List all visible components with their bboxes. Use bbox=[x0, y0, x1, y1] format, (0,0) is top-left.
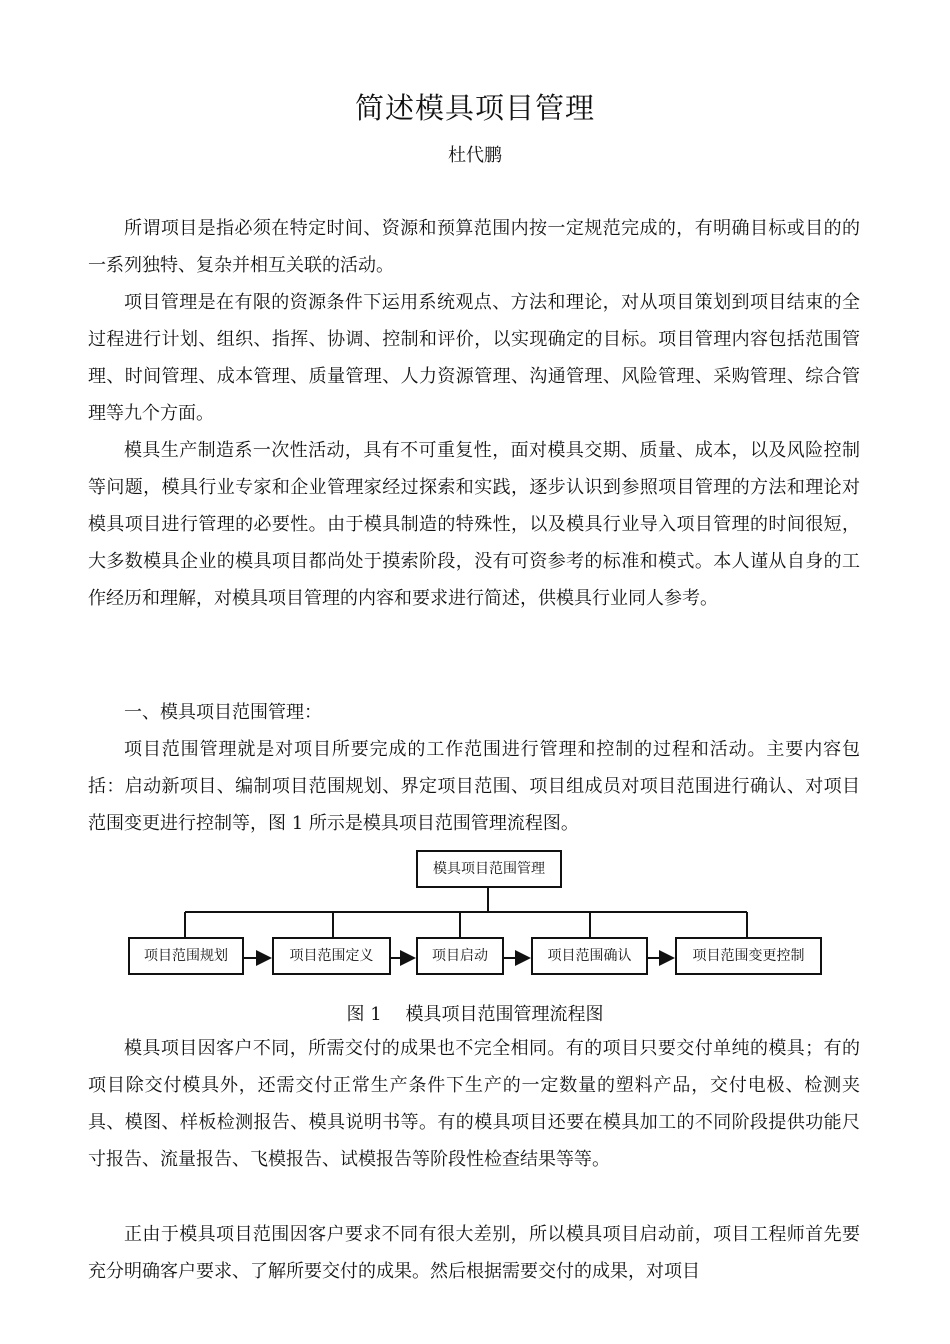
paragraph-project-management: 项目管理是在有限的资源条件下运用系统观点、方法和理论，对从项目策划到项目结束的全过程进行计划、组织、指挥、协调、控制和评价，以实现确定的目标。项目管理内容包括范围管理、时间管理、成本管理、质量管理、人力资源管理、沟通管理、风险管理、采购管理、综合管理等九个方面。 bbox=[88, 292, 860, 424]
scope-flowchart bbox=[0, 840, 950, 990]
author-name: 杜代鹏 bbox=[448, 145, 502, 166]
document-title: 简述模具项目管理 bbox=[354, 91, 595, 125]
flowchart-step-scope-planning: 项目范围规划 bbox=[128, 937, 244, 975]
section-heading-scope: 一、模具项目范围管理： bbox=[124, 702, 322, 723]
flowchart-step-scope-confirm: 项目范围确认 bbox=[531, 937, 648, 975]
paragraph-deliverables: 模具项目因客户不同，所需交付的成果也不完全相同。有的项目只要交付单纯的模具；有的项目除交付模具外，还需交付正常生产条件下生产的一定数量的塑料产品，交付电极、检测夹具、模图、样板检测报告、模具说明书等。有的模具项目还要在模具加工的不同阶段提供功能尺寸报告、流量报告、飞模报告、试模报告等阶段性检查结果等等。 bbox=[88, 1038, 860, 1170]
flowchart-step-scope-definition: 项目范围定义 bbox=[272, 937, 391, 975]
paragraph-scope-difference: 正由于模具项目范围因客户要求不同有很大差别，所以模具项目启动前，项目工程师首先要充分明确客户要求、了解所要交付的成果。然后根据需要交付的成果，对项目 bbox=[88, 1224, 860, 1282]
flowchart-step-scope-change-control: 项目范围变更控制 bbox=[675, 937, 822, 975]
paragraph-scope-intro: 项目范围管理就是对项目所要完成的工作范围进行管理和控制的过程和活动。主要内容包括：启动新项目、编制项目范围规划、界定项目范围、项目组成员对项目范围进行确认、对项目范围变更进行控制等，图 1 所示是模具项目范围管理流程图。 bbox=[88, 739, 860, 834]
paragraph-mold-production: 模具生产制造系一次性活动，具有不可重复性，面对模具交期、质量、成本，以及风险控制等问题，模具行业专家和企业管理家经过探索和实践，逐步认识到参照项目管理的方法和理论对模具项目进行管理的必要性。由于模具制造的特殊性，以及模具行业导入项目管理的时间很短，大多数模具企业的模具项目都尚处于摸索阶段，没有可资参考的标准和模式。本人谨从自身的工作经历和理解，对模具项目管理的内容和要求进行简述，供模具行业同人参考。 bbox=[88, 440, 860, 609]
figure-caption: 图 1 模具项目范围管理流程图 bbox=[346, 1004, 604, 1025]
flowchart-step-project-start: 项目启动 bbox=[416, 937, 504, 975]
flowchart-root-box: 模具项目范围管理 bbox=[416, 850, 562, 888]
paragraph-project-definition: 所谓项目是指必须在特定时间、资源和预算范围内按一定规范完成的，有明确目标或目的的一系列独特、复杂并相互关联的活动。 bbox=[88, 218, 860, 276]
